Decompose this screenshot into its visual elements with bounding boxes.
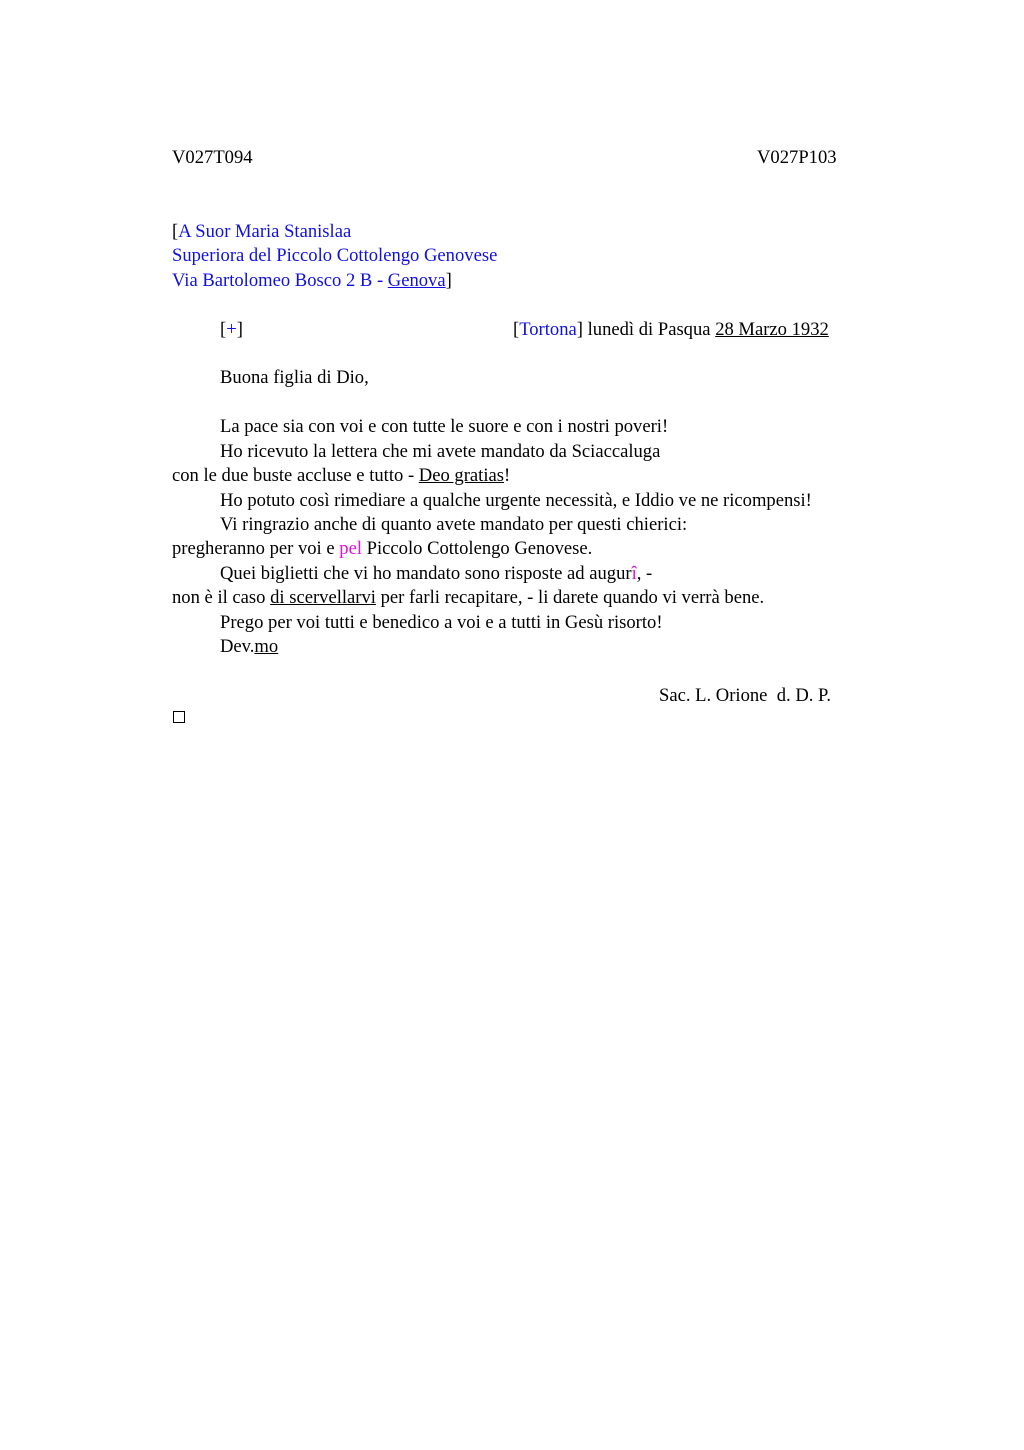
address-line-3 xyxy=(172,269,452,293)
body-line-2: Ho ricevuto la lettera che mi avete mandato da Sciaccaluga xyxy=(220,441,661,462)
document-code-left: V027T094 xyxy=(172,147,253,168)
end-square-icon xyxy=(173,711,185,723)
closing: Dev.mo xyxy=(220,636,279,657)
recipient-name: A Suor Maria Stanislaa xyxy=(178,221,352,242)
bracket: [ xyxy=(172,221,179,242)
body-line-7: Quei biglietti che vi ho mandato sono risposte ad augurî, - xyxy=(220,563,653,584)
body-line-8: non è il caso di scervellarvi per farli recapitare, - li darete quando vi verrà bene. xyxy=(172,587,765,608)
dateline: [Tortona] lunedì di Pasqua 28 Marzo 1932 xyxy=(513,319,829,340)
day: lunedì di Pasqua xyxy=(582,319,716,340)
body-line-3: con le due buste accluse e tutto - Deo gratias! xyxy=(172,465,511,486)
body-line-5: Vi ringrazio anche di quanto avete mandato per questi chierici: xyxy=(220,514,688,535)
salutation: Buona figlia di Dio, xyxy=(220,367,369,388)
date: 28 Marzo 1932 xyxy=(715,319,829,340)
city: Genova xyxy=(387,270,446,291)
street: Via Bartolomeo Bosco 2 B - xyxy=(172,270,388,291)
place: Tortona xyxy=(519,319,577,340)
address-line-2: Superiora del Piccolo Cottolengo Genovese xyxy=(172,245,498,266)
bracket: ] xyxy=(445,270,452,291)
address-line-1 xyxy=(172,220,351,244)
body-line-4: Ho potuto così rimediare a qualche urgente necessità, e Iddio ve ne ricompensi! xyxy=(220,490,812,511)
scervellarvi: di scervellarvi xyxy=(270,587,376,608)
cross-icon: + xyxy=(226,319,237,340)
body-line-6: pregheranno per voi e pel Piccolo Cottolengo Genovese. xyxy=(172,538,593,559)
deo-gratias: Deo gratias xyxy=(418,465,504,486)
body-line-9: Prego per voi tutti e benedico a voi e a tutti in Gesù risorto! xyxy=(220,612,663,633)
document-code-right: V027P103 xyxy=(757,147,837,168)
highlight-auguri: î xyxy=(631,563,637,584)
devmo-suffix: mo xyxy=(254,636,279,657)
highlight-pel: pel xyxy=(339,538,362,559)
cross-mark: [+] xyxy=(220,319,243,340)
body-line-1: La pace sia con voi e con tutte le suore e con i nostri poveri! xyxy=(220,416,669,437)
signature: Sac. L. Orione d. D. P. xyxy=(659,685,831,706)
